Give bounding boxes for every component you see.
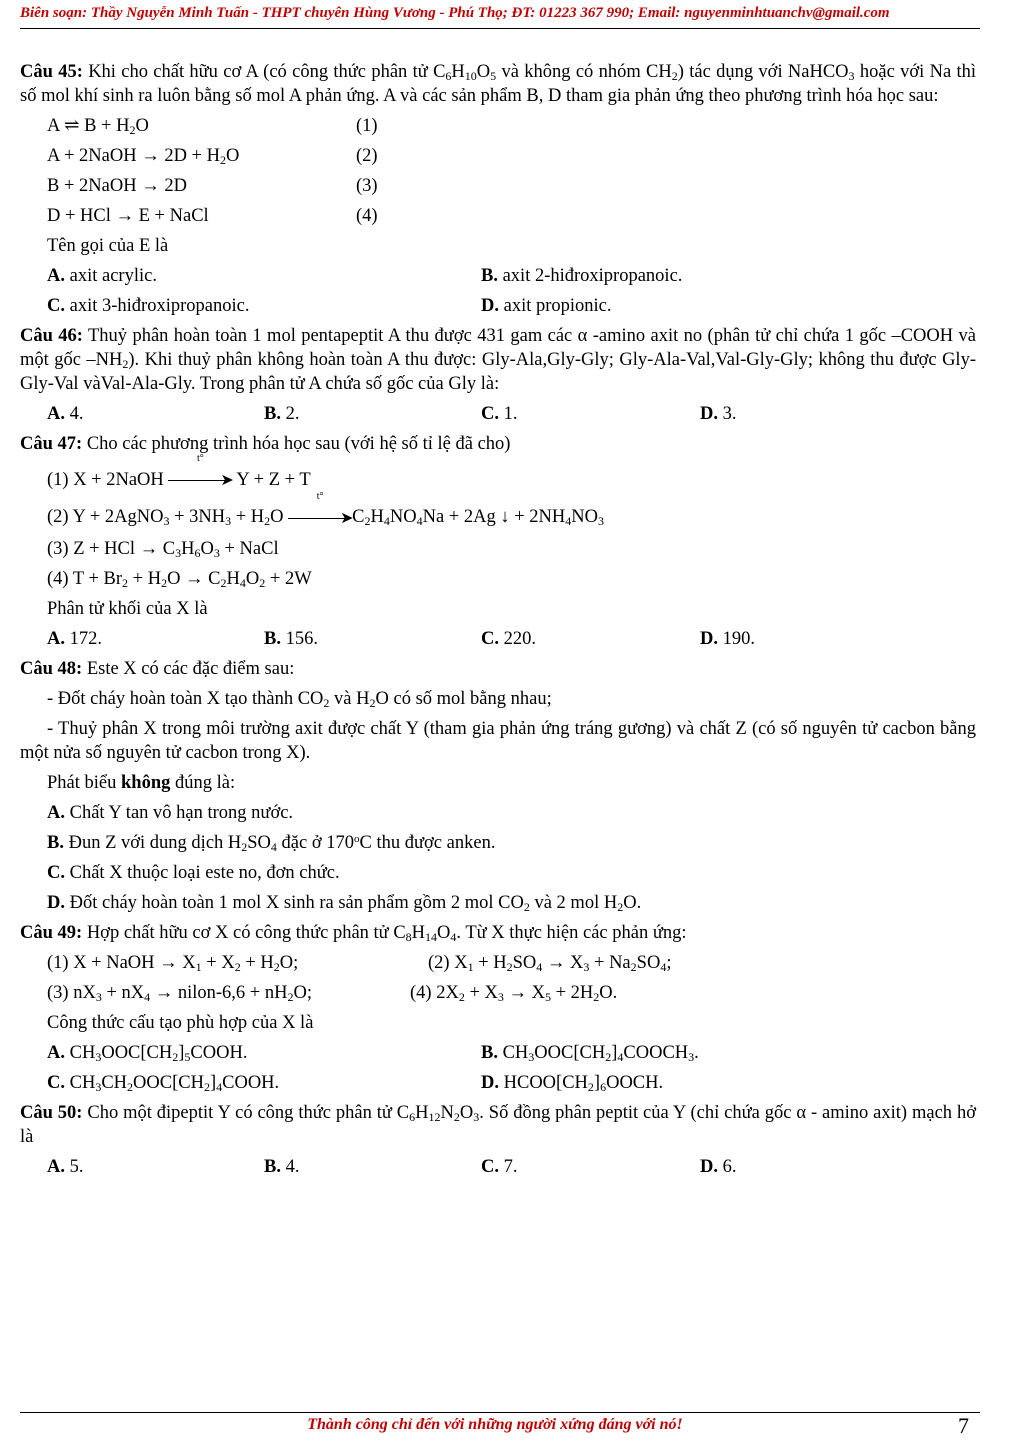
q48-bullet-1: - Đốt cháy hoàn toàn X tạo thành $CO_2$ và $H_2O$ có số mol bằng nhau;: [47, 688, 552, 710]
q49-equations-row-1: (1) X + NaOH → $X_1 + X_2 + H_2O$; (2) $X_1 + H_2SO_4 \to X_3 + Na_2SO_4$;: [47, 952, 672, 974]
option-d: D. $HCOO[CH_2]_6OOCH$.: [481, 1072, 664, 1094]
option-c: C. 7.: [481, 1156, 518, 1177]
option-a: A. 5.: [47, 1156, 84, 1177]
option-d: D. Đốt cháy hoàn toàn 1 mol X sinh ra sản phẩm gồm 2 mol $CO_2$ và 2 mol $H_2O$.: [47, 892, 642, 914]
q47-equation-4: (4) $T + Br_2 + H_2O \to C_2H_4O_2 + 2W$: [47, 568, 312, 590]
question-47: Câu 47: Cho các phương trình hóa học sau (với hệ số tỉ lệ đã cho): [20, 434, 511, 454]
q45-options-row-2: [20, 294, 976, 318]
option-c: C. axit 3-hiđroxipropanoic.: [47, 296, 250, 316]
q47-options: [20, 627, 976, 651]
q50-options: [20, 1155, 976, 1179]
q49-options-row-1: [20, 1041, 976, 1065]
q49-options-row-2: [20, 1071, 976, 1095]
option-a: A. 172.: [47, 628, 102, 649]
option-b: B. Đun Z với dung dịch $H_2SO_4$ đặc ở 170$^o$C thu được anken.: [47, 832, 496, 854]
option-d: D. 6.: [700, 1156, 737, 1177]
question-label: Câu 45:: [20, 62, 83, 82]
option-d: D. axit propionic.: [481, 296, 612, 316]
q45-equation-2: A + 2NaOH → $2D + H_2O$ (2): [47, 146, 378, 167]
question-label: Câu 46:: [20, 326, 83, 346]
question-48: Câu 48: Este X có các đặc điểm sau:: [20, 658, 295, 679]
q49-ask: Công thức cấu tạo phù hợp của X là: [47, 1012, 314, 1033]
q47-equation-3: (3) Z + HCl → $C_3H_6O_3$ + NaCl: [47, 538, 279, 560]
option-a: A. axit acrylic.: [47, 266, 157, 286]
q47-equation-2: (2) Y + 2AgNO$_3$ + $3NH_3 + H_2O$ t° $➤C_2H_4NO_4Na + 2Ag$ ↓ + $2NH_4NO_3$: [20, 505, 976, 530]
q47-ask: Phân tử khối của X là: [47, 598, 208, 619]
heat-arrow-icon: t° ➤: [288, 506, 352, 531]
option-b: B. $CH_3OOC[CH_2]_4COOCH_3$.: [481, 1042, 699, 1064]
option-b: B. 156.: [264, 628, 318, 649]
main-content: [20, 60, 976, 1185]
q48-ask: Phát biểu không đúng là:: [47, 772, 236, 793]
q45-options-row-1: [20, 264, 976, 288]
q45-ask: Tên gọi của E là: [47, 236, 169, 256]
page-header: Biên soạn: Thầy Nguyễn Minh Tuấn - THPT chuyên Hùng Vương - Phú Thọ; ĐT: 01223 367 990; Email: nguyenminhtuanchv@gmail.com: [20, 5, 890, 21]
header-divider: [20, 28, 980, 29]
option-c: C. 220.: [481, 628, 536, 649]
q46-options: [20, 402, 976, 426]
question-label: Câu 48:: [20, 658, 83, 679]
option-d: D. 190.: [700, 628, 755, 649]
question-label: Câu 50:: [20, 1102, 83, 1123]
option-c: C. $CH_3CH_2OOC[CH_2]_4COOH$.: [47, 1072, 280, 1094]
q45-equation-3: B + 2NaOH → 2D (3): [47, 176, 378, 196]
footer-divider: [20, 1412, 980, 1413]
q49-equations-row-2: (3) $nX_3 + nX_4$ → nilon-6,6 + $nH_2O$; (4) $2X_2 + X_3 \to X_5 + 2H_2O$.: [47, 982, 618, 1004]
option-a: A. 4.: [47, 404, 84, 424]
question-label: Câu 47:: [20, 434, 83, 454]
question-49: Câu 49: Hợp chất hữu cơ X có công thức phân tử $C_8H_{14}O_4$. Từ X thực hiện các phản ứng:: [20, 922, 687, 944]
question-label: Câu 49:: [20, 922, 83, 943]
q45-equation-1: A ⇌ $B + H_2O$ (1): [47, 116, 378, 137]
option-b: B. 2.: [264, 404, 300, 424]
option-b: B. 4.: [264, 1156, 300, 1177]
question-50: Câu 50: Cho một đipeptit Y có công thức phân tử $C_6H_{12}N_2O_3$. Số đồng phân peptit của Y (chỉ chứa gốc α - amino axit) mạch hở là: [20, 1102, 976, 1147]
page-footer: Thành công chỉ đến với những người xứng đáng với nó!: [307, 1416, 683, 1433]
option-a: A. Chất Y tan vô hạn trong nước.: [47, 802, 294, 823]
option-c: C. 1.: [481, 404, 518, 424]
question-45: Câu 45: Khi cho chất hữu cơ A (có công thức phân tử $C_6H_{10}O_5$ và không có nhóm $CH_2$) tác dụng với NaHCO$_3$ hoặc với Na thì số mol khí sinh ra luôn bằng số mol A phản ứng. A và các sản phẩm B, D tham gia phản ứng theo phương trình hóa học sau:: [20, 62, 976, 106]
option-a: A. $CH_3OOC[CH_2]_5COOH$.: [47, 1042, 248, 1064]
page-number: 7: [958, 1413, 969, 1438]
option-c: C. Chất X thuộc loại este no, đơn chức.: [47, 862, 340, 883]
q45-equation-4: D + HCl → E + NaCl (4): [47, 206, 378, 226]
heat-arrow-icon: t° ➤: [168, 468, 232, 493]
q47-equation-1: (1) X + 2NaOH t° ➤ Y + Z + T: [20, 468, 976, 493]
question-46: Câu 46: Thuỷ phân hoàn toàn 1 mol pentapeptit A thu được 431 gam các α -amino axit no (phân tử chỉ chứa 1 gốc –COOH và một gốc $-NH_2$). Khi thuỷ phân không hoàn toàn A thu được: Gly-Ala,Gly-Gly; Gly-Ala-Val,Val-Gly-Gly; không thu được Gly-Gly-Val vàVal-Ala-Gly. Trong phân tử A chứa số gốc của Gly là:: [20, 326, 976, 394]
q48-bullet-2: - Thuỷ phân X trong môi trường axit được chất Y (tham gia phản ứng tráng gương) và chất Z (có số nguyên tử cacbon bằng một nửa số nguyên tử cacbon trong X).: [20, 718, 976, 763]
option-d: D. 3.: [700, 404, 737, 424]
option-b: B. axit 2-hiđroxipropanoic.: [481, 266, 683, 286]
